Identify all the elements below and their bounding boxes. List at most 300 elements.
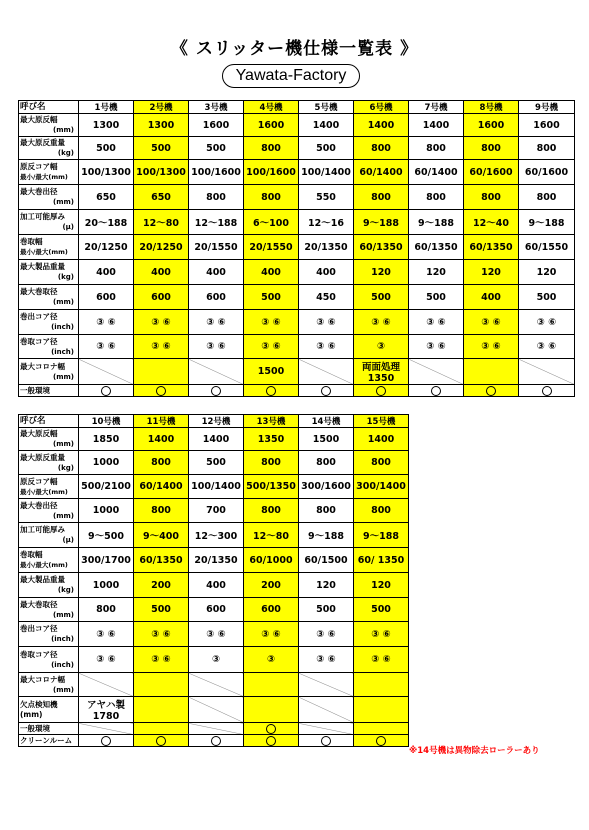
available-mark bbox=[244, 385, 299, 397]
footnote: ※14号機は異物除去ローラーあり bbox=[409, 746, 540, 756]
value-cell: 6～100 bbox=[244, 210, 299, 235]
value-cell: 1500 bbox=[299, 428, 354, 451]
circle-icon bbox=[376, 736, 386, 746]
available-mark bbox=[409, 385, 464, 397]
circle-icon bbox=[321, 386, 331, 396]
value-cell: 200 bbox=[244, 573, 299, 598]
empty-cell bbox=[134, 673, 189, 697]
row-label: 原反コア幅 bbox=[20, 476, 58, 486]
value-cell: アヤハ製 1780 bbox=[79, 697, 134, 723]
value-cell: 12～16 bbox=[299, 210, 354, 235]
value-cell: 1600 bbox=[519, 114, 575, 137]
value-cell: 12～40 bbox=[464, 210, 519, 235]
value-cell: 400 bbox=[244, 260, 299, 285]
value-cell: 500 bbox=[244, 285, 299, 310]
row-label: 原反コア幅 bbox=[20, 162, 58, 171]
row-unit: (μ) bbox=[62, 223, 74, 231]
value-cell: 12～80 bbox=[134, 210, 189, 235]
empty-cell bbox=[134, 697, 189, 723]
row-unit: (inch) bbox=[51, 347, 74, 356]
table-row bbox=[19, 160, 575, 185]
value-cell: ③ ⑥ bbox=[354, 310, 409, 335]
row-label: 最大巻出径 bbox=[20, 187, 58, 196]
value-cell: 800 bbox=[244, 499, 299, 523]
row-label-cell bbox=[19, 697, 79, 723]
value-cell: 100/1300 bbox=[134, 160, 189, 185]
table-row bbox=[19, 523, 409, 548]
empty-cell bbox=[189, 697, 244, 723]
empty-cell bbox=[299, 723, 354, 735]
value-cell: 500/2100 bbox=[79, 475, 134, 499]
value-cell: ③ ⑥ bbox=[79, 622, 134, 647]
value-cell: 60/1500 bbox=[299, 548, 354, 573]
row-label-cell bbox=[19, 548, 79, 573]
available-mark bbox=[134, 385, 189, 397]
value-cell: ③ ⑥ bbox=[244, 335, 299, 359]
circle-icon bbox=[266, 386, 276, 396]
value-cell: 60/1400 bbox=[409, 160, 464, 185]
value-cell: 800 bbox=[409, 137, 464, 160]
row-label: 最大コロナ幅 bbox=[20, 674, 65, 684]
value-cell: 200 bbox=[134, 573, 189, 598]
row-label-cell bbox=[19, 137, 79, 160]
value-cell: 500 bbox=[519, 285, 575, 310]
circle-icon bbox=[431, 386, 441, 396]
circle-icon bbox=[542, 386, 552, 396]
row-label-cell bbox=[19, 235, 79, 260]
empty-cell bbox=[189, 359, 244, 385]
machine-header: 5号機 bbox=[299, 101, 354, 114]
machine-header: 1号機 bbox=[79, 101, 134, 114]
table-row bbox=[19, 647, 409, 673]
value-cell: 550 bbox=[299, 185, 354, 210]
circle-icon bbox=[156, 386, 166, 396]
value-cell: 9～188 bbox=[354, 210, 409, 235]
row-label: 巻出コア径 bbox=[20, 312, 58, 321]
value-cell: 800 bbox=[354, 451, 409, 475]
value-cell: 800 bbox=[519, 137, 575, 160]
value-cell: ③ ⑥ bbox=[134, 310, 189, 335]
spec-table-machines-1-9 bbox=[18, 100, 575, 397]
value-cell: 60/1350 bbox=[134, 548, 189, 573]
value-cell: 500 bbox=[299, 137, 354, 160]
row-label-cell bbox=[19, 428, 79, 451]
row-label-cell bbox=[19, 359, 79, 385]
circle-icon bbox=[101, 736, 111, 746]
value-cell: ③ ⑥ bbox=[464, 310, 519, 335]
row-label: 最大原反幅 bbox=[20, 429, 58, 438]
value-cell: 1500 bbox=[244, 359, 299, 385]
available-mark bbox=[354, 385, 409, 397]
row-sublabel: 最小/最大(mm) bbox=[20, 248, 68, 256]
value-cell: ③ ⑥ bbox=[299, 622, 354, 647]
value-cell: 両面処理 1350 bbox=[354, 359, 409, 385]
row-unit: (mm) bbox=[53, 610, 74, 619]
value-cell: 9～188 bbox=[519, 210, 575, 235]
row-label-cell bbox=[19, 185, 79, 210]
value-cell: 20/1550 bbox=[189, 235, 244, 260]
value-cell: 800 bbox=[244, 451, 299, 475]
row-label-cell bbox=[19, 114, 79, 137]
row-label: 最大製品重量 bbox=[20, 575, 65, 584]
row-unit: (kg) bbox=[57, 149, 74, 157]
available-mark bbox=[134, 735, 189, 747]
row-label: クリーンルーム bbox=[20, 735, 73, 745]
row-label-cell bbox=[19, 735, 79, 747]
value-cell: 800 bbox=[464, 137, 519, 160]
value-cell: 12～80 bbox=[244, 523, 299, 548]
value-cell: 120 bbox=[299, 573, 354, 598]
table-row bbox=[19, 735, 409, 747]
value-cell: 1400 bbox=[409, 114, 464, 137]
value-cell: ③ ⑥ bbox=[519, 310, 575, 335]
value-cell: ③ ⑥ bbox=[79, 335, 134, 359]
value-cell: 60/1350 bbox=[464, 235, 519, 260]
value-cell: 1400 bbox=[189, 428, 244, 451]
row-unit: (μ) bbox=[62, 536, 74, 544]
value-cell: ③ ⑥ bbox=[409, 335, 464, 359]
table-row bbox=[19, 385, 575, 397]
available-mark bbox=[189, 385, 244, 397]
row-label: 欠点検知機(mm) bbox=[20, 699, 58, 719]
row-label-cell bbox=[19, 210, 79, 235]
available-mark bbox=[464, 385, 519, 397]
value-cell: 800 bbox=[134, 499, 189, 523]
value-cell: 100/1400 bbox=[299, 160, 354, 185]
empty-cell bbox=[244, 697, 299, 723]
circle-icon bbox=[266, 736, 276, 746]
value-cell: 800 bbox=[354, 137, 409, 160]
row-label-cell bbox=[19, 647, 79, 673]
table-row bbox=[19, 335, 575, 359]
value-cell: 1350 bbox=[244, 428, 299, 451]
value-cell: ③ ⑥ bbox=[464, 335, 519, 359]
row-unit: (inch) bbox=[51, 323, 74, 331]
row-label: 巻取幅 bbox=[20, 550, 43, 559]
row-label: 一般環境 bbox=[20, 385, 50, 395]
table-row bbox=[19, 697, 409, 723]
value-cell: 800 bbox=[354, 499, 409, 523]
circle-icon bbox=[321, 736, 331, 746]
row-label-cell bbox=[19, 475, 79, 499]
table-row bbox=[19, 673, 409, 697]
value-cell: 1400 bbox=[299, 114, 354, 137]
value-cell: 800 bbox=[409, 185, 464, 210]
value-cell: 600 bbox=[79, 285, 134, 310]
empty-cell bbox=[79, 723, 134, 735]
header-label-cell: 呼び名 bbox=[19, 415, 79, 428]
table-row bbox=[19, 573, 409, 598]
value-cell: ③ ⑥ bbox=[189, 335, 244, 359]
value-cell: ③ ⑥ bbox=[79, 310, 134, 335]
available-mark bbox=[244, 723, 299, 735]
row-unit: (mm) bbox=[53, 372, 74, 381]
empty-cell bbox=[354, 697, 409, 723]
machine-header: 12号機 bbox=[189, 415, 244, 428]
value-cell: 1600 bbox=[464, 114, 519, 137]
value-cell: 1000 bbox=[79, 451, 134, 475]
machine-header: 4号機 bbox=[244, 101, 299, 114]
value-cell: ③ bbox=[244, 647, 299, 673]
value-cell: ③ ⑥ bbox=[134, 647, 189, 673]
row-label: 加工可能厚み bbox=[20, 525, 65, 534]
row-label: 最大製品重量 bbox=[20, 262, 65, 271]
value-cell: 500 bbox=[134, 598, 189, 622]
value-cell: 1400 bbox=[354, 428, 409, 451]
table-row bbox=[19, 185, 575, 210]
value-cell: 600 bbox=[189, 598, 244, 622]
value-cell: 120 bbox=[354, 260, 409, 285]
empty-cell bbox=[189, 723, 244, 735]
value-cell: 800 bbox=[134, 451, 189, 475]
header-label-cell: 呼び名 bbox=[19, 101, 79, 114]
value-cell: 60/ 1350 bbox=[354, 548, 409, 573]
table-row bbox=[19, 114, 575, 137]
empty-cell bbox=[409, 359, 464, 385]
row-unit: (mm) bbox=[53, 198, 74, 206]
value-cell: 500 bbox=[409, 285, 464, 310]
value-cell: ③ ⑥ bbox=[299, 335, 354, 359]
value-cell: 800 bbox=[244, 185, 299, 210]
value-cell: 60/1000 bbox=[244, 548, 299, 573]
empty-cell bbox=[354, 723, 409, 735]
spec-table-machines-10-15 bbox=[18, 414, 409, 747]
value-cell: 9～400 bbox=[134, 523, 189, 548]
row-unit: (kg) bbox=[57, 463, 74, 472]
value-cell: ③ ⑥ bbox=[189, 622, 244, 647]
available-mark bbox=[299, 735, 354, 747]
value-cell: 400 bbox=[189, 260, 244, 285]
row-label-cell bbox=[19, 285, 79, 310]
value-cell: ③ bbox=[354, 335, 409, 359]
table-row bbox=[19, 475, 409, 499]
value-cell: 800 bbox=[189, 185, 244, 210]
value-cell: 100/1400 bbox=[189, 475, 244, 499]
value-cell: 500 bbox=[134, 137, 189, 160]
page-title: 《 スリッター機仕様一覧表 》 bbox=[170, 39, 419, 59]
table-row bbox=[19, 499, 409, 523]
value-cell: 650 bbox=[79, 185, 134, 210]
value-cell: 600 bbox=[189, 285, 244, 310]
value-cell: 500 bbox=[354, 285, 409, 310]
row-label-cell bbox=[19, 499, 79, 523]
available-mark bbox=[79, 385, 134, 397]
empty-cell bbox=[354, 673, 409, 697]
row-label: 一般環境 bbox=[20, 723, 50, 733]
value-cell: 400 bbox=[134, 260, 189, 285]
value-cell: ③ ⑥ bbox=[79, 647, 134, 673]
circle-icon bbox=[156, 736, 166, 746]
value-cell: ③ ⑥ bbox=[244, 622, 299, 647]
value-cell: 500 bbox=[354, 598, 409, 622]
machine-header: 9号機 bbox=[519, 101, 575, 114]
row-label: 巻取幅 bbox=[20, 237, 43, 246]
value-cell: 600 bbox=[244, 598, 299, 622]
row-label-cell bbox=[19, 160, 79, 185]
table-row bbox=[19, 548, 409, 573]
row-label-cell bbox=[19, 598, 79, 622]
available-mark bbox=[354, 735, 409, 747]
row-label: 加工可能厚み bbox=[20, 212, 65, 221]
empty-cell bbox=[134, 359, 189, 385]
row-label: 巻出コア径 bbox=[20, 624, 58, 633]
value-cell: 9～188 bbox=[409, 210, 464, 235]
table-row bbox=[19, 428, 409, 451]
value-cell: 500 bbox=[299, 598, 354, 622]
value-cell: 9～500 bbox=[79, 523, 134, 548]
row-label: 最大巻取径 bbox=[20, 599, 58, 609]
value-cell: 800 bbox=[79, 598, 134, 622]
value-cell: 500 bbox=[189, 137, 244, 160]
machine-header: 11号機 bbox=[134, 415, 189, 428]
value-cell: 120 bbox=[354, 573, 409, 598]
row-unit: (mm) bbox=[53, 685, 74, 694]
circle-icon bbox=[211, 736, 221, 746]
value-cell: 1400 bbox=[134, 428, 189, 451]
value-cell: ③ ⑥ bbox=[244, 310, 299, 335]
machine-header: 2号機 bbox=[134, 101, 189, 114]
value-cell: ③ ⑥ bbox=[299, 647, 354, 673]
value-cell: 500/1350 bbox=[244, 475, 299, 499]
value-cell: ③ ⑥ bbox=[134, 335, 189, 359]
table-row bbox=[19, 260, 575, 285]
value-cell: 500 bbox=[79, 137, 134, 160]
value-cell: 60/1600 bbox=[519, 160, 575, 185]
value-cell: 1400 bbox=[354, 114, 409, 137]
value-cell: 60/1550 bbox=[519, 235, 575, 260]
empty-cell bbox=[299, 359, 354, 385]
value-cell: ③ ⑥ bbox=[409, 310, 464, 335]
machine-header: 3号機 bbox=[189, 101, 244, 114]
circle-icon bbox=[376, 386, 386, 396]
empty-cell bbox=[299, 673, 354, 697]
value-cell: 120 bbox=[409, 260, 464, 285]
value-cell: 1300 bbox=[79, 114, 134, 137]
machine-header: 13号機 bbox=[244, 415, 299, 428]
table-row bbox=[19, 622, 409, 647]
row-unit: (mm) bbox=[53, 440, 74, 448]
table-row bbox=[19, 310, 575, 335]
value-cell: 1600 bbox=[189, 114, 244, 137]
row-label: 最大原反重量 bbox=[20, 452, 65, 462]
value-cell: 12～300 bbox=[189, 523, 244, 548]
value-cell: ③ ⑥ bbox=[189, 310, 244, 335]
table-row bbox=[19, 359, 575, 385]
table-row bbox=[19, 210, 575, 235]
value-cell: 400 bbox=[299, 260, 354, 285]
value-cell: 700 bbox=[189, 499, 244, 523]
value-cell: 120 bbox=[519, 260, 575, 285]
value-cell: 400 bbox=[464, 285, 519, 310]
value-cell: 300/1700 bbox=[79, 548, 134, 573]
row-label: 最大原反重量 bbox=[20, 138, 65, 147]
available-mark bbox=[244, 735, 299, 747]
row-label-cell bbox=[19, 673, 79, 697]
available-mark bbox=[299, 385, 354, 397]
row-label: 最大原反幅 bbox=[20, 115, 58, 124]
value-cell: 12～188 bbox=[189, 210, 244, 235]
row-label-cell bbox=[19, 523, 79, 548]
value-cell: 9～188 bbox=[299, 523, 354, 548]
value-cell: 1600 bbox=[244, 114, 299, 137]
value-cell: ③ bbox=[189, 647, 244, 673]
row-label: 巻取コア径 bbox=[20, 649, 58, 659]
circle-icon bbox=[101, 386, 111, 396]
value-cell: 20/1350 bbox=[189, 548, 244, 573]
row-unit: (kg) bbox=[57, 273, 74, 281]
empty-cell bbox=[79, 673, 134, 697]
value-cell: 300/1400 bbox=[354, 475, 409, 499]
circle-icon bbox=[266, 724, 276, 734]
value-cell: 800 bbox=[299, 499, 354, 523]
value-cell: 1000 bbox=[79, 499, 134, 523]
value-cell: 100/1300 bbox=[79, 160, 134, 185]
empty-cell bbox=[299, 697, 354, 723]
machine-header: 8号機 bbox=[464, 101, 519, 114]
empty-cell bbox=[134, 723, 189, 735]
row-sublabel: 最小/最大(mm) bbox=[20, 561, 68, 569]
value-cell: 100/1600 bbox=[189, 160, 244, 185]
table-row bbox=[19, 137, 575, 160]
value-cell: 20/1350 bbox=[299, 235, 354, 260]
value-cell: ③ ⑥ bbox=[134, 622, 189, 647]
value-cell: 60/1350 bbox=[354, 235, 409, 260]
circle-icon bbox=[486, 386, 496, 396]
row-sublabel: 最小/最大(mm) bbox=[20, 173, 68, 181]
row-label-cell bbox=[19, 451, 79, 475]
row-label: 巻取コア径 bbox=[20, 336, 58, 346]
empty-cell bbox=[464, 359, 519, 385]
table-row bbox=[19, 598, 409, 622]
row-label-cell bbox=[19, 335, 79, 359]
row-label-cell bbox=[19, 723, 79, 735]
empty-cell bbox=[79, 359, 134, 385]
row-unit: (inch) bbox=[51, 660, 74, 669]
row-label: 最大コロナ幅 bbox=[20, 361, 65, 371]
empty-cell bbox=[244, 673, 299, 697]
value-cell: 20～188 bbox=[79, 210, 134, 235]
value-cell: 120 bbox=[464, 260, 519, 285]
value-cell: 1300 bbox=[134, 114, 189, 137]
machine-header: 6号機 bbox=[354, 101, 409, 114]
value-cell: 300/1600 bbox=[299, 475, 354, 499]
row-label-cell bbox=[19, 573, 79, 598]
value-cell: 60/1400 bbox=[134, 475, 189, 499]
value-cell: 9～188 bbox=[354, 523, 409, 548]
value-cell: 400 bbox=[189, 573, 244, 598]
available-mark bbox=[189, 735, 244, 747]
machine-header: 10号機 bbox=[79, 415, 134, 428]
value-cell: 100/1600 bbox=[244, 160, 299, 185]
row-unit: (kg) bbox=[57, 586, 74, 594]
factory-name-badge: Yawata-Factory bbox=[222, 64, 360, 88]
row-label-cell bbox=[19, 622, 79, 647]
value-cell: ③ ⑥ bbox=[299, 310, 354, 335]
machine-header: 7号機 bbox=[409, 101, 464, 114]
value-cell: 800 bbox=[299, 451, 354, 475]
value-cell: 400 bbox=[79, 260, 134, 285]
value-cell: 1000 bbox=[79, 573, 134, 598]
row-label: 最大巻取径 bbox=[20, 287, 58, 296]
machine-header: 15号機 bbox=[354, 415, 409, 428]
value-cell: 20/1250 bbox=[79, 235, 134, 260]
value-cell: 800 bbox=[519, 185, 575, 210]
row-label-cell bbox=[19, 385, 79, 397]
value-cell: 1850 bbox=[79, 428, 134, 451]
empty-cell bbox=[519, 359, 575, 385]
available-mark bbox=[519, 385, 575, 397]
row-unit: (mm) bbox=[53, 511, 74, 520]
